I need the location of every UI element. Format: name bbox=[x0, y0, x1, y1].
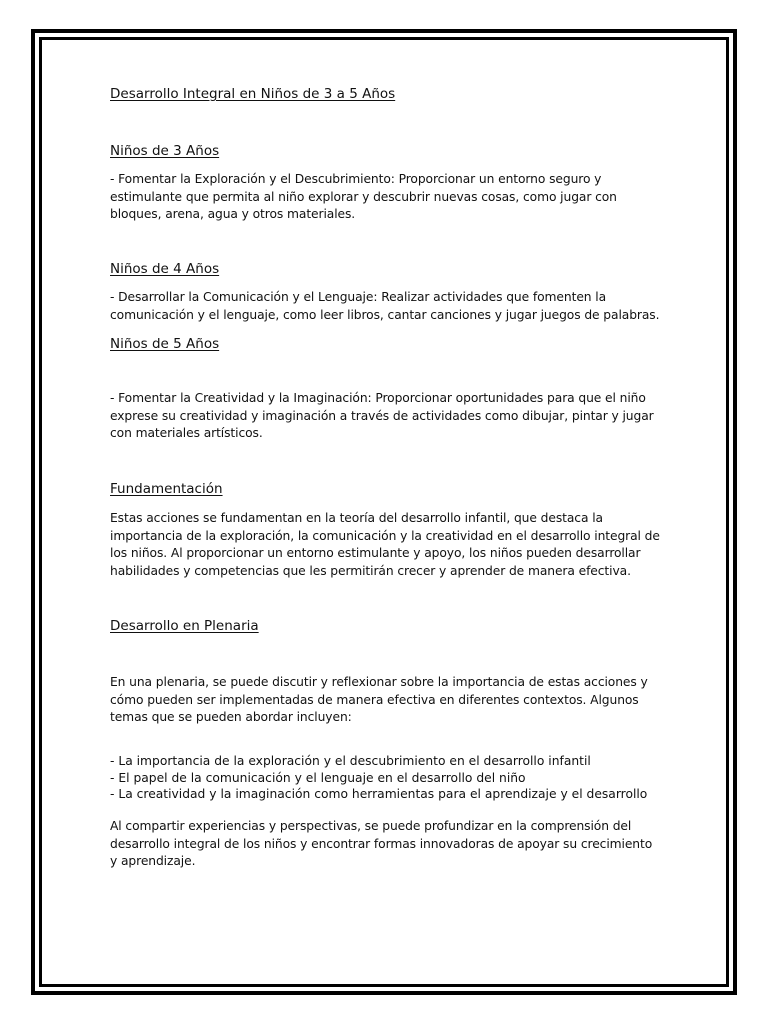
list-item: - La creatividad y la imaginación como herramientas para el aprendizaje y el desarrollo bbox=[110, 787, 648, 801]
paragraph-fundamentacion: Estas acciones se fundamentan en la teoría del desarrollo infantil, que destaca la importancia de la exploración, la comunicación y la creatividad en el desarrollo integral de los niños. Al proporcionar un entorno estimulante y apoyo, los niños pueden desarrollar habilidades y competencias que les permitirán crecer y aprender de manera efectiva. bbox=[110, 511, 660, 578]
paragraph-ninos-3: - Fomentar la Exploración y el Descubrimiento: Proporcionar un entorno seguro y estimulante que permita al niño explorar y descubrir nuevas cosas, como jugar con bloques, arena, agua y otros materiales. bbox=[110, 172, 617, 221]
paragraph-ninos-4: - Desarrollar la Comunicación y el Lenguaje: Realizar actividades que fomenten la comunicación y el lenguaje, como leer libros, cantar canciones y jugar juegos de palabras. bbox=[110, 290, 660, 322]
paragraph-ninos-5: - Fomentar la Creatividad y la Imaginación: Proporcionar oportunidades para que el niño exprese su creatividad y imaginación a través de actividades como dibujar, pintar y jugar con materiales artísticos. bbox=[110, 391, 654, 440]
heading-ninos-4: Niños de 4 Años bbox=[110, 261, 220, 277]
heading-plenaria: Desarrollo en Plenaria bbox=[110, 618, 259, 634]
heading-ninos-3: Niños de 3 Años bbox=[110, 143, 220, 159]
document-title: Desarrollo Integral en Niños de 3 a 5 Años bbox=[110, 86, 396, 102]
plenaria-topic-list bbox=[110, 753, 662, 803]
paragraph-plenaria-intro: En una plenaria, se puede discutir y reflexionar sobre la importancia de estas acciones y cómo pueden ser implementadas de manera efectiva en diferentes contextos. Algunos temas que se pueden abordar incluyen: bbox=[110, 675, 648, 724]
list-item: - La importancia de la exploración y el descubrimiento en el desarrollo infantil bbox=[110, 754, 591, 768]
paragraph-plenaria-closing: Al compartir experiencias y perspectivas, se puede profundizar en la comprensión del desarrollo integral de los niños y encontrar formas innovadoras de apoyar su crecimiento y aprendizaje. bbox=[110, 819, 653, 868]
heading-ninos-5: Niños de 5 Años bbox=[110, 336, 220, 352]
heading-fundamentacion: Fundamentación bbox=[110, 481, 223, 497]
list-item: - El papel de la comunicación y el lenguaje en el desarrollo del niño bbox=[110, 770, 526, 785]
